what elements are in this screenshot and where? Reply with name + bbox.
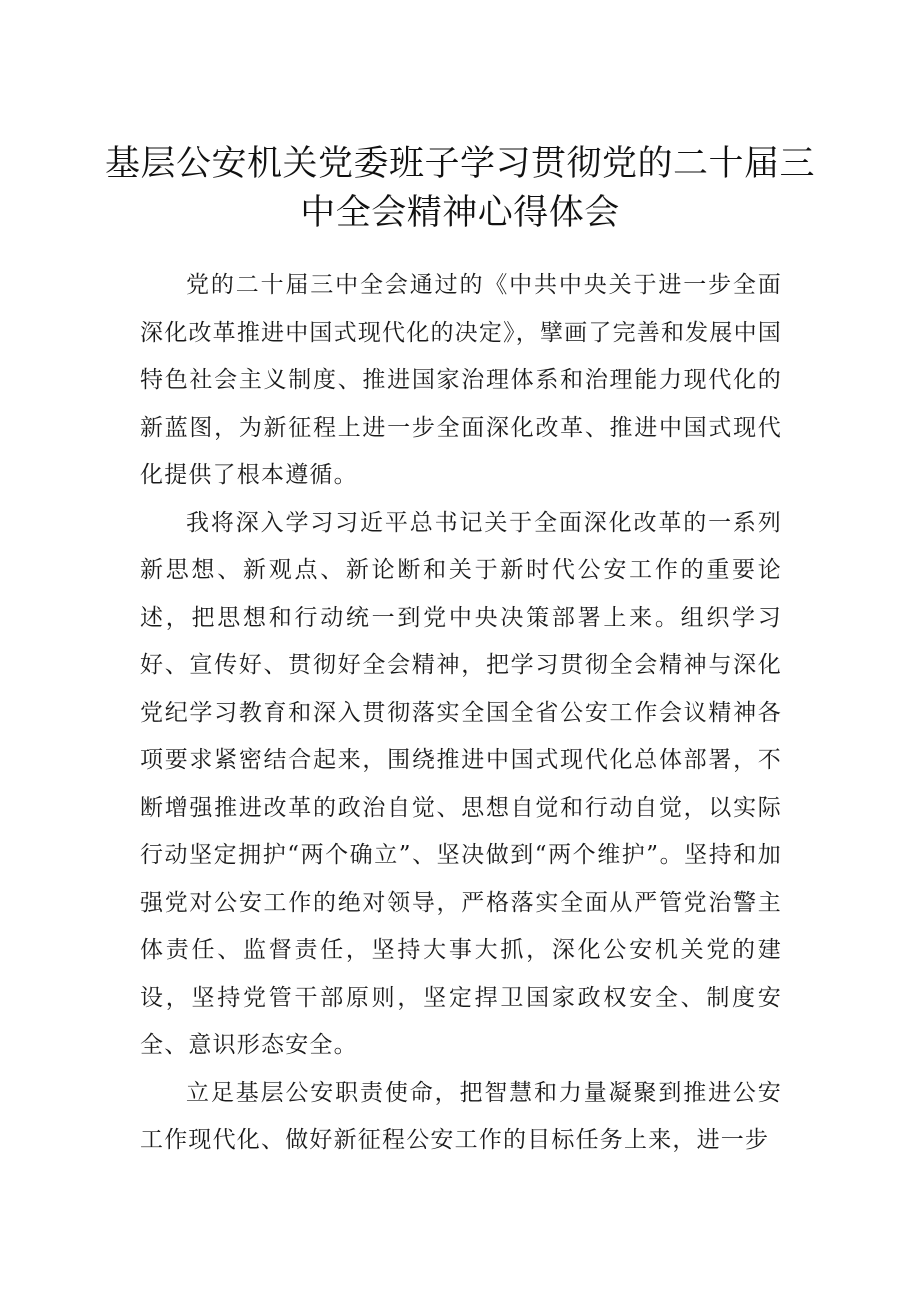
title-line-1: 基层公安机关党委班子学习贯彻党的二十届三	[104, 144, 815, 184]
paragraph: 党的二十届三中全会通过的《中共中央关于进一步全面深化改革推进中国式现代化的决定》，擘画了完善和发展中国特色社会主义制度、推进国家治理体系和治理能力现代化的新蓝图，为新征程上进一步全面深化改革、推进中国式现代化提供了根本遵循。	[140, 272, 782, 488]
paragraph: 我将深入学习习近平总书记关于全面深化改革的一系列新思想、新观点、新论断和关于新时代公安工作的重要论述，把思想和行动统一到党中央决策部署上来。组织学习好、宣传好、贯彻好全会精神，把学习贯彻全会精神与深化党纪学习教育和深入贯彻落实全国全省公安工作会议精神各项要求紧密结合起来，围绕推进中国式现代化总体部署，不断增强推进改革的政治自觉、思想自觉和行动自觉，以实际行动坚定拥护“两个确立”、坚决做到“两个维护”。坚持和加强党对公安工作的绝对领导，严格落实全面从严管党治警主体责任、监督责任，坚持大事大抓，深化公安机关党的建设，坚持党管干部原则，坚定捍卫国家政权安全、制度安全、意识形态安全。	[140, 509, 782, 1058]
title-line-2: 中全会精神心得体会	[300, 193, 620, 233]
document-body	[140, 262, 782, 1165]
document-title	[100, 140, 820, 238]
paragraph: 立足基层公安职责使命，把智慧和力量凝聚到推进公安工作现代化、做好新征程公安工作的目标任务上来，进一步	[140, 1079, 782, 1153]
